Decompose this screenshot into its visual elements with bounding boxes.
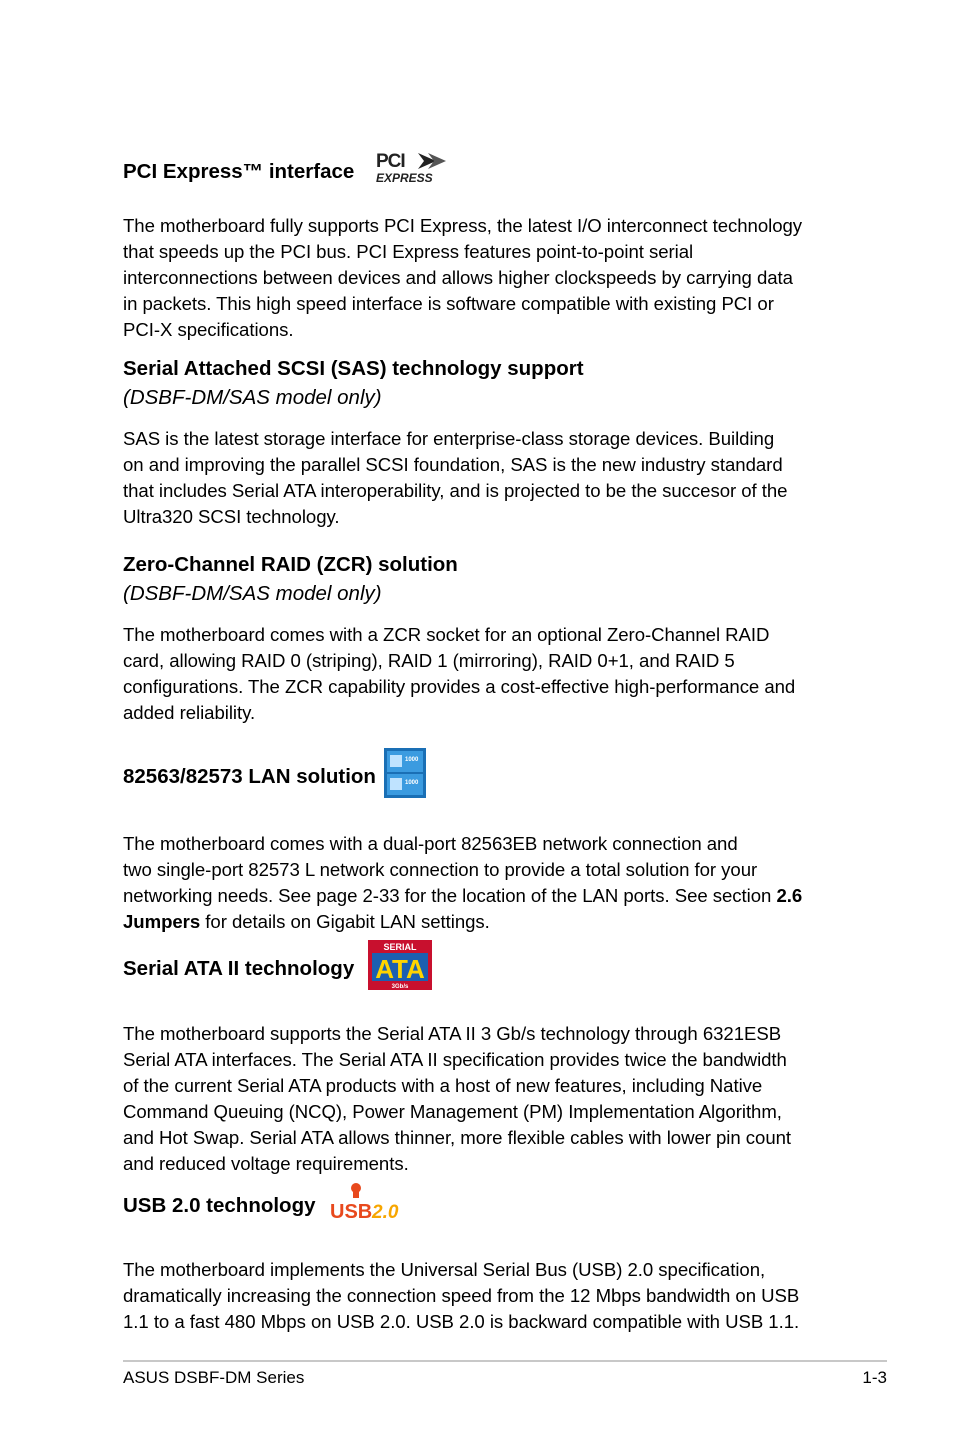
section-body: The motherboard fully supports PCI Express, the latest I/O interconnect technology that speeds up the PCI bus. PCI Express features point-to-point serial interconnections between devices and allows higher clockspeeds by carrying data in packets. This high speed interface is software compatible with existing PCI or PCI-X specifications. (123, 215, 803, 340)
ata-logo-text: ATA (375, 954, 426, 984)
section-heading (123, 1180, 843, 1231)
jumpers-reference: 2.6 Jumpers (123, 885, 803, 932)
pci-express-logo-icon (374, 150, 462, 193)
lan-port-1-speed: 1000 (404, 757, 419, 763)
section-body: The motherboard supports the Serial ATA II 3 Gb/s technology through 6321ESB Serial ATA interfaces. The Serial ATA II specification provides twice the bandwidth of the current Serial ATA products with a host of new features, including Native Command Queuing (NCQ), Power Management (PM) Implementation Algorithm, and Hot Swap. Serial ATA allows thinner, more flexible cables with lower pin count and reduced voltage requirements. (123, 1023, 792, 1174)
footer-series-name: ASUS DSBF-DM Series (123, 1368, 305, 1387)
usb-2-logo-icon (330, 1180, 402, 1231)
section-heading (123, 552, 843, 578)
section-heading (123, 356, 843, 382)
footer-page-number: 1-3 (862, 1368, 887, 1387)
pci-logo-text: PCI (376, 151, 405, 172)
section-zcr (123, 552, 843, 726)
sata-speed-text: 3Gb/s (391, 984, 409, 990)
serial-logo-text: SERIAL (383, 942, 417, 952)
body-text: for details on Gigabit LAN settings. (200, 911, 490, 932)
section-sas (123, 356, 843, 530)
section-subtitle: (DSBF-DM/SAS model only) (123, 582, 382, 605)
lan-port-2-speed: 1000 (404, 780, 419, 786)
section-body: SAS is the latest storage interface for enterprise-class storage devices. Building on and improving the parallel SCSI foundation, SAS is the new industry standard that includes Serial ATA interoperability, and is projected to be the succesor of the Ultra320 SCSI technology. (123, 428, 788, 527)
section-title: Zero-Channel RAID (ZCR) solution (123, 553, 458, 576)
section-usb (123, 1180, 843, 1335)
section-body: The motherboard implements the Universal Serial Bus (USB) 2.0 specification, dramatically increasing the connection speed from the 12 Mbps bandwidth on USB 1.1 to a fast 480 Mbps on USB 2.0. USB 2.0 is backward compatible with USB 1.1. (123, 1259, 800, 1332)
section-heading (123, 940, 843, 997)
section-subtitle: (DSBF-DM/SAS model only) (123, 386, 382, 409)
usb-logo-text: USB (329, 1201, 372, 1223)
section-body (123, 831, 843, 935)
section-title: Serial ATA II technology (123, 956, 355, 980)
usb-version-logo-text: 2.0 (371, 1202, 398, 1223)
section-heading (123, 150, 843, 193)
serial-ata-logo-icon (368, 940, 432, 997)
section-title: PCI Express™ interface (123, 159, 355, 183)
lan-logo-icon (384, 748, 426, 805)
footer-divider (123, 1360, 887, 1362)
section-pci-express (123, 150, 843, 343)
body-text: The motherboard comes with a dual-port 82563EB network connection and two single-port 82573 L network connection to provide a total solution for your networking needs. See page 2-33 for the location of the LAN ports. See section (123, 833, 772, 906)
section-body: The motherboard comes with a ZCR socket for an optional Zero-Channel RAID card, allowing RAID 0 (striping), RAID 1 (mirroring), RAID 0+1, and RAID 5 configurations. The ZCR capability provides a cost-effective high-performance and added reliability. (123, 624, 796, 723)
express-logo-text: EXPRESS (376, 171, 433, 185)
section-serial-ata (123, 940, 843, 1177)
section-lan (123, 748, 843, 935)
section-title: USB 2.0 technology (123, 1193, 316, 1217)
section-title: Serial Attached SCSI (SAS) technology support (123, 357, 584, 380)
section-heading (123, 748, 843, 805)
section-title: 82563/82573 LAN solution (123, 764, 376, 788)
